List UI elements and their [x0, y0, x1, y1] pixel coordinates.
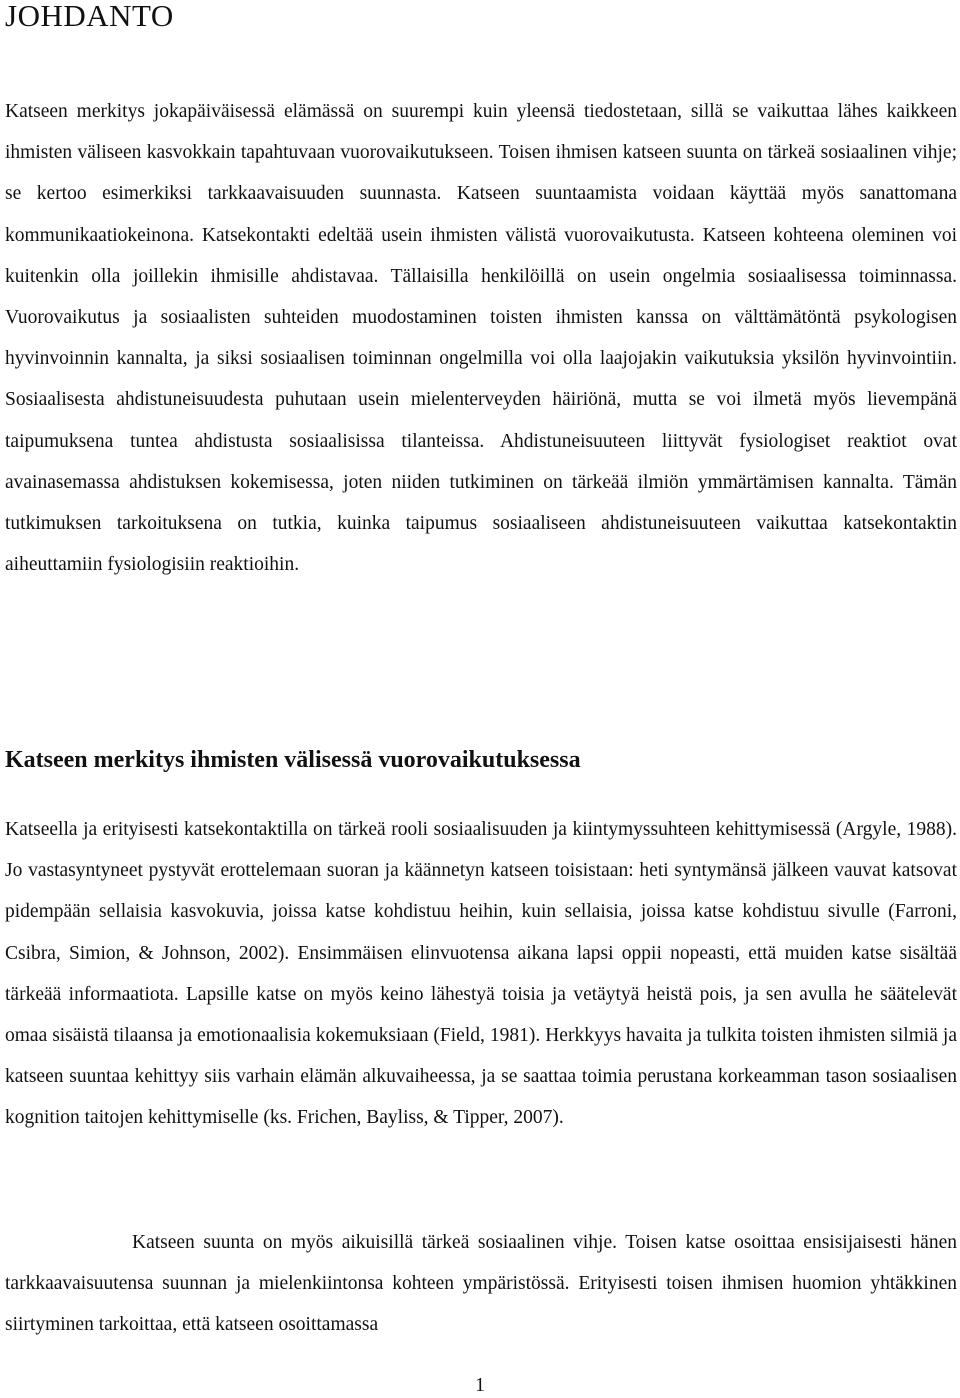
section-heading: Katseen merkitys ihmisten välisessä vuorovaikutuksessa: [5, 747, 581, 773]
body-paragraph: Katseen merkitys jokapäiväisessä elämässä on suurempi kuin yleensä tiedostetaan, sillä se vaikuttaa lähes kaikkeen ihmisten väliseen kasvokkain tapahtuvaan vuorovaikutukseen. Toisen ihmisen katseen suunta on tärkeä sosiaalinen vihje; se kertoo esimerkiksi tarkkaavaisuuden suunnasta. Katseen suuntaamista voidaan käyttää myös sanattomana kommunikaatiokeinona. Katsekontakti edeltää usein ihmisten välistä vuorovaikutusta. Katseen kohteena oleminen voi kuitenkin olla joillekin ihmisille ahdistavaa. Tällaisilla henkilöillä on usein ongelmia sosiaalisessa toiminnassa. Vuorovaikutus ja sosiaalisten suhteiden muodostaminen toisten ihmisten kanssa on välttämätöntä psykologisen hyvinvoinnin kannalta, ja siksi sosiaalisen toiminnan ongelmilla voi olla laajojakin vaikutuksia yksilön hyvinvointiin. Sosiaalisesta ahdistuneisuudesta puhutaan usein mielenterveyden häiriönä, mutta se voi ilmetä myös lievempänä taipumuksena tuntea ahdistusta sosiaalisissa tilanteissa. Ahdistuneisuuteen liittyvät fysiologiset reaktiot ovat avainasemassa ahdistuksen kokemisessa, joten niiden tutkiminen on tärkeää ilmiön ymmärtämisen kannalta. Tämän tutkimuksen tarkoituksena on tutkia, kuinka taipumus sosiaaliseen ahdistuneisuuteen vaikuttaa katsekontaktin aiheuttamiin fysiologisiin reaktioihin.: [5, 101, 957, 576]
body-paragraph: Katseella ja erityisesti katsekontaktilla on tärkeä rooli sosiaalisuuden ja kiintymyssuhteen kehittymisessä (Argyle, 1988). Jo vastasyntyneet pystyvät erottelemaan suoran ja käännetyn katseen toisistaan: heti syntymänsä jälkeen vauvat katsovat pidempään sellaisia kasvokuvia, joissa katse kohdistuu heihin, kuin sellaisia, joissa katse kohdistuu sivulle (Farroni, Csibra, Simion, & Johnson, 2002). Ensimmäisen elinvuotensa aikana lapsi oppii nopeasti, että muiden katse sisältää tärkeää informaatiota. Lapsille katse on myös keino lähestyä toisia ja vetäytyä heistä pois, ja sen avulla he säätelevät omaa sisäistä tilaansa ja emotionaalisia kokemuksiaan (Field, 1981). Herkkyys havaita ja tulkita toisten ihmisten silmiä ja katseen suuntaa kehittyy siis varhain elämän alkuvaiheessa, ja se saattaa toimia perustana korkeamman tason sosiaalisen kognition taitojen kehittymiselle (ks. Frichen, Bayliss, & Tipper, 2007).: [5, 819, 957, 1129]
chapter-heading: JOHDANTO: [5, 0, 174, 33]
body-paragraph: Katseen suunta on myös aikuisillä tärkeä sosiaalinen vihje. Toisen katse osoittaa ensisijaisesti hänen tarkkaavaisuutensa suunnan ja mielenkiintonsa kohteen ympäristössä. Erityisesti toisen ihmisen huomion yhtäkkinen siirtyminen tarkoittaa, että katseen osoittamassa: [5, 1232, 957, 1336]
page-number: 1: [475, 1375, 485, 1396]
